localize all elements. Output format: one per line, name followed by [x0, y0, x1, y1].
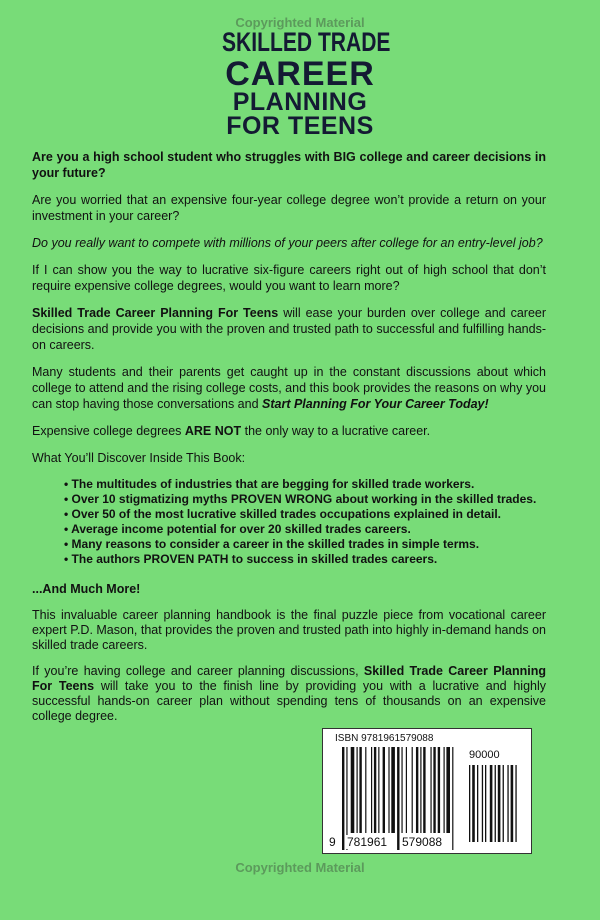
barcode-bar: [416, 747, 418, 833]
paragraph-5: [32, 305, 546, 353]
feature-list: [64, 477, 546, 567]
addon-bar: [485, 765, 486, 842]
list-item: • Average income potential for over 20 skilled trades careers.: [64, 522, 546, 537]
barcode-bar: [397, 747, 399, 850]
isbn-label: ISBN 9781961579088: [335, 733, 434, 744]
addon-bar: [472, 765, 475, 842]
barcode-bar: [359, 747, 361, 833]
barcode-bar: [452, 747, 453, 850]
barcode-bar: [351, 747, 355, 833]
paragraph-5-text: will ease your burden over college and career decisions and provide you with the proven and trusted path to successful and fulfilling hands-on careers.: [32, 306, 547, 352]
barcode-bar: [378, 747, 379, 833]
barcode-bar: [357, 747, 358, 833]
addon-bar: [498, 765, 501, 842]
paragraph-10-end: will take you to the finish line by providing you with a lucrative and highly successful hands-on career plan without spending tens of thousands on an expensive college degree.: [32, 679, 547, 723]
title-line-2: CAREER: [225, 55, 375, 93]
addon-bar: [503, 765, 504, 842]
paragraph-3: Do you really want to compete with millions of your peers after college for an entry-level job?: [32, 236, 543, 250]
addon-bar: [490, 765, 493, 842]
barcode-bar: [371, 747, 372, 833]
book-title-bold-2: Skilled Trade Career Planning For Teens: [32, 664, 547, 693]
paragraph-4: If I can show you the way to lucrative six-figure careers right out of high school that don’t require expensive college degrees, would you want to learn more?: [32, 263, 546, 293]
paragraph-7-text: Expensive college degrees: [32, 424, 185, 438]
barcode-bar: [406, 747, 407, 833]
paragraph-7-end: the only way to a lucrative career.: [241, 424, 431, 438]
discover-heading: What You’ll Discover Inside This Book:: [32, 451, 246, 465]
addon-bar: [469, 765, 470, 842]
barcode-bar: [388, 747, 389, 833]
barcode-bar: [365, 747, 366, 833]
paragraph-6: [32, 364, 546, 412]
barcode-digits-left: 781961: [347, 835, 388, 849]
barcode-digits-right: 579088: [402, 835, 443, 849]
barcode-bar: [433, 747, 435, 833]
barcode-bar: [446, 747, 450, 833]
copyright-watermark-bottom: Copyrighted Material: [235, 860, 365, 875]
barcode-bar: [391, 747, 395, 833]
addon-bar: [507, 765, 508, 842]
barcode-bar: [444, 747, 445, 833]
book-title-bold: Skilled Trade Career Planning For Teens: [32, 306, 279, 320]
price-addon: 90000: [469, 749, 500, 761]
barcode-bar: [430, 747, 431, 833]
title-line-1: SKILLED TRADE: [222, 27, 391, 57]
paragraph-10: [32, 664, 546, 724]
barcode-digit-first: 9: [329, 835, 336, 849]
barcode-bar: [342, 747, 344, 850]
addon-bar: [511, 765, 514, 842]
list-item: • Over 50 of the most lucrative skilled trades occupations explained in detail.: [64, 507, 546, 522]
list-item: • Many reasons to consider a career in the skilled trades in simple terms.: [64, 537, 546, 552]
paragraph-1: Are you a high school student who struggles with BIG college and career decisions in your future?: [32, 150, 546, 180]
back-cover-copy: [32, 149, 546, 875]
addon-bar: [477, 765, 478, 842]
list-item: • The multitudes of industries that are begging for skilled trade workers.: [64, 477, 546, 492]
addon-bar: [515, 765, 516, 842]
paragraph-7: [32, 423, 546, 439]
paragraph-2: Are you worried that an expensive four-year college degree won’t provide a return on your investment in your career?: [32, 193, 546, 223]
isbn-barcode: [322, 728, 532, 854]
title-line-3: PLANNING: [232, 88, 368, 116]
barcode-bar: [374, 747, 376, 833]
addon-bar: [495, 765, 496, 842]
paragraph-9: This invaluable career planning handbook is the final puzzle piece from vocational career expert P.D. Mason, that provides the proven and trusted path into highly in-demand hands on skilled trade careers.: [32, 608, 546, 652]
barcode-bar: [383, 747, 385, 833]
title-line-4: FOR TEENS: [226, 112, 374, 140]
call-to-action: Start Planning For Your Career Today!: [262, 397, 489, 411]
list-item: • The authors PROVEN PATH to success in skilled trades careers.: [64, 552, 546, 567]
addon-bar: [482, 765, 483, 842]
barcode-bar: [438, 747, 440, 833]
list-item: • Over 10 stigmatizing myths PROVEN WRONG about working in the skilled trades.: [64, 492, 546, 507]
paragraph-6-text: Many students and their parents get caught up in the constant discussions about which college to attend and the rising college costs, and this book provides the reasons on why you can stop having those conversations and: [32, 365, 546, 411]
copyright-watermark-top: Copyrighted Material: [235, 15, 365, 30]
barcode-bar: [401, 747, 402, 833]
barcode-bar: [423, 747, 425, 833]
barcode-bar: [420, 747, 421, 833]
are-not-bold: ARE NOT: [184, 424, 242, 438]
and-much-more: ...And Much More!: [32, 582, 141, 596]
paragraph-10-text: If you’re having college and career planning discussions,: [32, 664, 364, 678]
barcode-bar: [412, 747, 413, 833]
